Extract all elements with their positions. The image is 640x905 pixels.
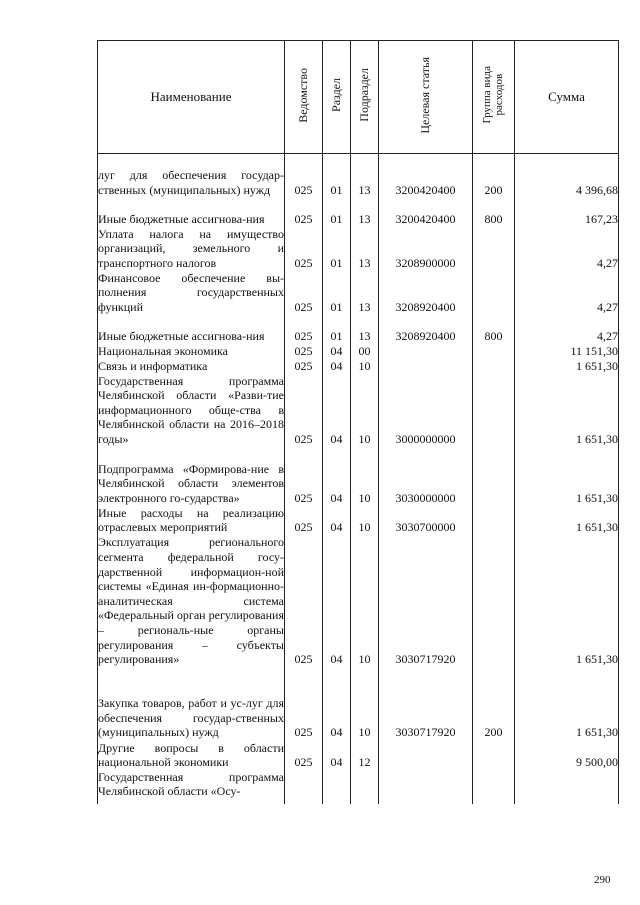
cell-amount: 1 651,30 [515, 667, 619, 740]
cell-expense-group [473, 271, 515, 315]
cell-subsection: 10 [351, 535, 379, 667]
header-department: Ведомство [285, 41, 323, 154]
cell-department: 025 [285, 359, 323, 374]
page-number: 290 [594, 874, 611, 886]
cell-department [285, 770, 323, 804]
table-row [98, 770, 619, 804]
cell-subsection: 10 [351, 506, 379, 535]
cell-subsection: 13 [351, 154, 379, 198]
header-subsection: Подраздел [351, 41, 379, 154]
budget-table [97, 40, 619, 804]
cell-section [323, 770, 351, 804]
cell-department: 025 [285, 154, 323, 198]
cell-subsection: 12 [351, 740, 379, 770]
table-row [98, 740, 619, 770]
cell-section: 04 [323, 740, 351, 770]
cell-expense-group [473, 344, 515, 359]
cell-name: Государственная программа Челябинской области «Осу- [98, 770, 285, 804]
cell-amount: 1 651,30 [515, 359, 619, 374]
cell-subsection: 00 [351, 344, 379, 359]
cell-department: 025 [285, 535, 323, 667]
header-expense-group: Группа вида расходов [473, 41, 515, 154]
table-row [98, 198, 619, 227]
cell-section: 01 [323, 271, 351, 315]
cell-name: Иные бюджетные ассигнова-ния [98, 315, 285, 344]
cell-target-article: 3030717920 [379, 535, 473, 667]
cell-amount [515, 770, 619, 804]
header-target-article: Целевая статья [379, 41, 473, 154]
cell-subsection: 13 [351, 198, 379, 227]
cell-name: Национальная экономика [98, 344, 285, 359]
cell-amount: 4,27 [515, 271, 619, 315]
cell-name: Подпрограмма «Формирова-ние в Челябинской области элементов электронного го-сударства» [98, 447, 285, 506]
table-row [98, 227, 619, 271]
cell-section: 04 [323, 359, 351, 374]
cell-amount: 9 500,00 [515, 740, 619, 770]
header-amount: Сумма [515, 41, 619, 154]
cell-expense-group: 800 [473, 198, 515, 227]
cell-section: 01 [323, 198, 351, 227]
cell-target-article: 3200420400 [379, 198, 473, 227]
cell-amount: 4,27 [515, 227, 619, 271]
cell-name: Связь и информатика [98, 359, 285, 374]
cell-subsection [351, 770, 379, 804]
cell-name: луг для обеспечения государ-ственных (муниципальных) нужд [98, 154, 285, 198]
cell-amount: 11 151,30 [515, 344, 619, 359]
cell-target-article: 3200420400 [379, 154, 473, 198]
cell-expense-group: 200 [473, 667, 515, 740]
cell-target-article [379, 344, 473, 359]
cell-expense-group [473, 506, 515, 535]
cell-department: 025 [285, 667, 323, 740]
table-row [98, 315, 619, 344]
cell-expense-group [473, 740, 515, 770]
cell-name: Уплата налога на имущество организаций, земельного и транспортного налогов [98, 226, 284, 270]
cell-name: Иные бюджетные ассигнова-ния [98, 198, 285, 227]
cell-name: Закупка товаров, работ и ус-луг для обеспечения государ-ственных (муниципальных) нужд [98, 667, 285, 740]
table-row [98, 506, 619, 535]
cell-expense-group [473, 770, 515, 804]
cell-name: Иные расходы на реализацию отраслевых мероприятий [98, 505, 284, 535]
cell-section: 04 [323, 667, 351, 740]
table-body [98, 154, 619, 804]
table-row [98, 374, 619, 447]
cell-subsection: 13 [351, 227, 379, 271]
cell-amount: 4 396,68 [515, 154, 619, 198]
cell-section: 04 [323, 447, 351, 506]
cell-department: 025 [285, 447, 323, 506]
cell-section: 04 [323, 506, 351, 535]
table-row [98, 359, 619, 374]
cell-subsection: 13 [351, 315, 379, 344]
cell-subsection: 10 [351, 359, 379, 374]
cell-name: Государственная программа Челябинской области «Разви-тие информационного обще-ства в Челябинской области на 2016–2018 годы» [98, 373, 284, 446]
cell-subsection: 10 [351, 667, 379, 740]
cell-subsection: 10 [351, 447, 379, 506]
table-row [98, 667, 619, 740]
cell-department: 025 [285, 506, 323, 535]
cell-target-article: 3030717920 [379, 667, 473, 740]
cell-expense-group [473, 447, 515, 506]
cell-section: 01 [323, 154, 351, 198]
cell-target-article [379, 770, 473, 804]
cell-target-article [379, 359, 473, 374]
cell-amount: 1 651,30 [515, 506, 619, 535]
table-row [98, 447, 619, 506]
cell-department: 025 [285, 198, 323, 227]
cell-section: 01 [323, 227, 351, 271]
cell-subsection: 10 [351, 374, 379, 447]
cell-name: Другие вопросы в области национальной экономики [98, 740, 284, 770]
cell-amount: 4,27 [515, 315, 619, 344]
cell-department: 025 [285, 271, 323, 315]
cell-target-article: 3208920400 [379, 271, 473, 315]
cell-expense-group [473, 535, 515, 667]
cell-target-article: 3208920400 [379, 315, 473, 344]
cell-subsection: 13 [351, 271, 379, 315]
cell-department: 025 [285, 315, 323, 344]
cell-amount: 1 651,30 [515, 447, 619, 506]
cell-amount: 167,23 [515, 198, 619, 227]
cell-section: 04 [323, 535, 351, 667]
cell-department: 025 [285, 374, 323, 447]
cell-department: 025 [285, 344, 323, 359]
cell-amount: 1 651,30 [515, 374, 619, 447]
cell-section: 04 [323, 374, 351, 447]
cell-target-article: 3208900000 [379, 227, 473, 271]
cell-department: 025 [285, 740, 323, 770]
table-row [98, 535, 619, 667]
cell-target-article: 3030700000 [379, 506, 473, 535]
cell-section: 01 [323, 315, 351, 344]
cell-expense-group: 200 [473, 154, 515, 198]
cell-target-article [379, 740, 473, 770]
cell-department: 025 [285, 227, 323, 271]
table-row [98, 271, 619, 315]
table-row [98, 344, 619, 359]
header-name: Наименование [98, 41, 285, 154]
cell-expense-group [473, 359, 515, 374]
header-section: Раздел [323, 41, 351, 154]
cell-section: 04 [323, 344, 351, 359]
table-row [98, 154, 619, 198]
table-header-row [98, 41, 619, 154]
cell-name: Финансовое обеспечение вы-полнения государственных функций [98, 270, 284, 314]
cell-expense-group: 800 [473, 315, 515, 344]
cell-target-article: 3000000000 [379, 374, 473, 447]
cell-target-article: 3030000000 [379, 447, 473, 506]
cell-name: Эксплуатация регионального сегмента федеральной госу-дарственной информацион-ной системы «Единая ин-формационно-аналитическая система «Федеральный орган регулирования – региональ-ные органы регулирования – субъекты регулирования» [98, 535, 284, 667]
cell-expense-group [473, 227, 515, 271]
cell-amount: 1 651,30 [515, 535, 619, 667]
cell-expense-group [473, 374, 515, 447]
